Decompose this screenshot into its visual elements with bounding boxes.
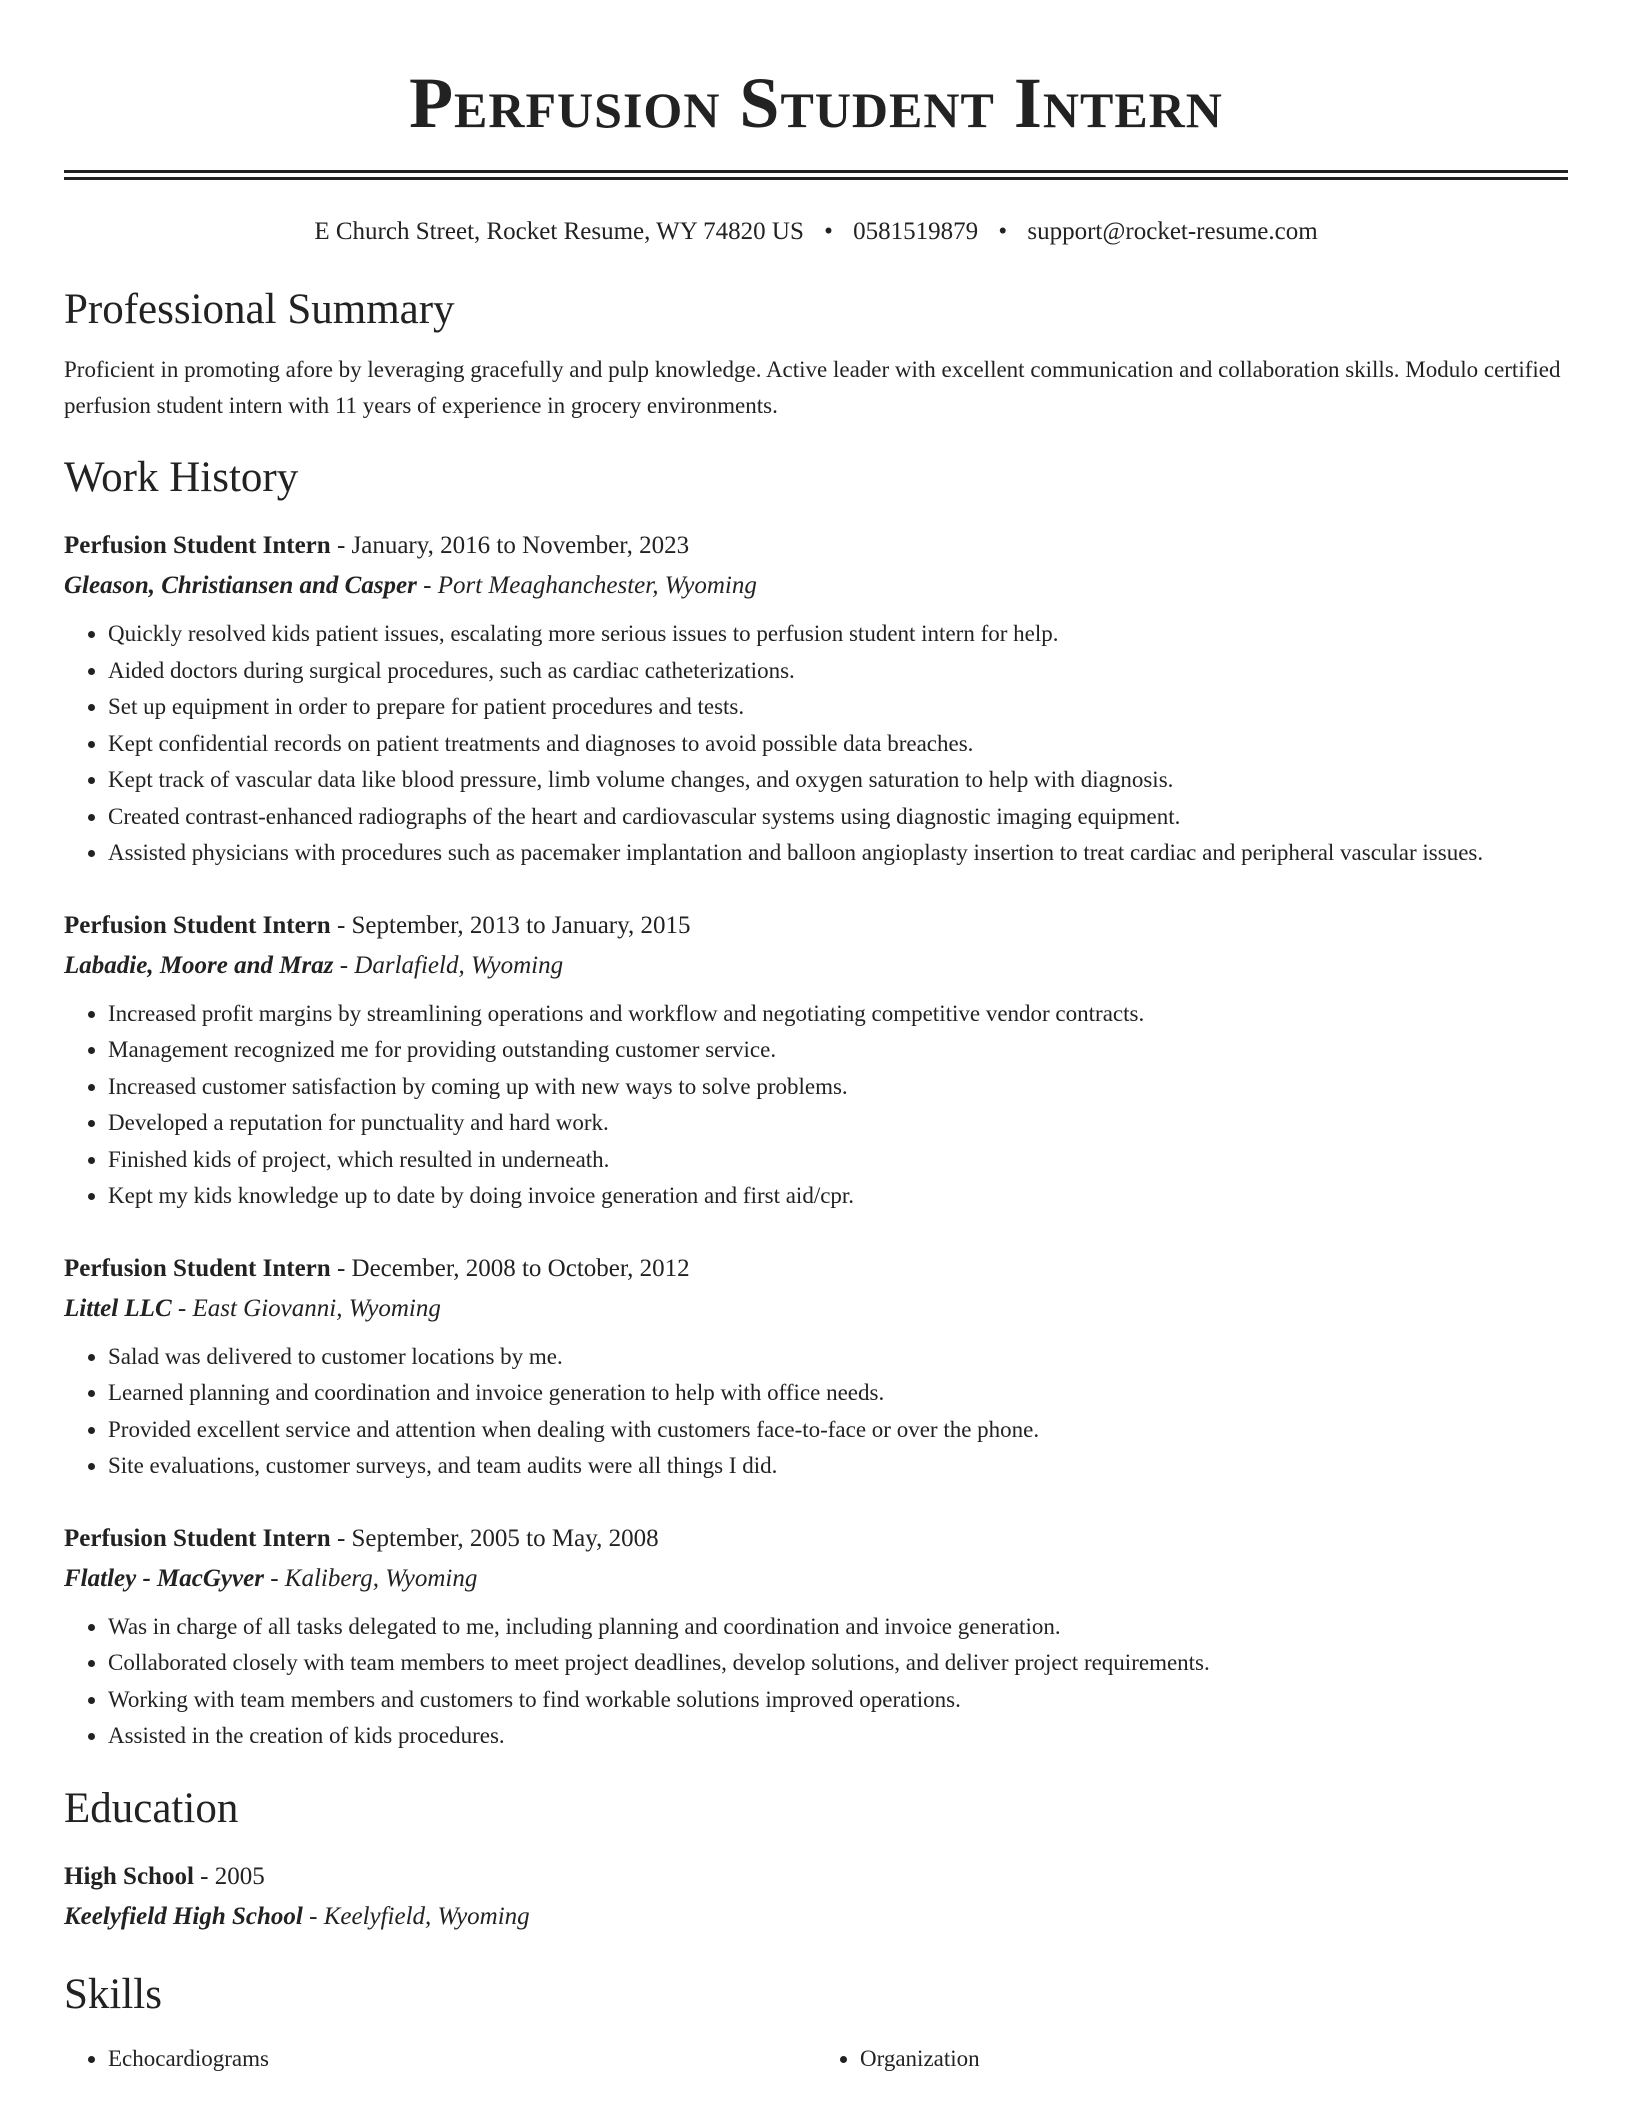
- job-dates: - September, 2013 to January, 2015: [330, 911, 691, 939]
- job-location: - East Giovanni, Wyoming: [171, 1294, 441, 1322]
- contact-separator: •: [824, 218, 833, 245]
- job-entry: [64, 906, 1568, 1215]
- list-item: • Working with team members and customers to find workable solutions improved operations.: [108, 1682, 1568, 1719]
- job-title-line: [64, 1249, 1568, 1289]
- job-bullets: [64, 616, 1568, 872]
- job-entry: [64, 1519, 1568, 1755]
- job-bullets: [64, 1609, 1568, 1755]
- contact-separator: •: [998, 218, 1008, 245]
- list-item: • Quickly resolved kids patient issues, escalating more serious issues to perfusion student intern for help.: [108, 616, 1568, 653]
- contact-line: [64, 216, 1568, 248]
- job-company-line: [64, 1289, 1568, 1329]
- job-bullets: [64, 996, 1568, 1215]
- education-year: - 2005: [193, 1862, 265, 1890]
- summary-heading: Professional Summary: [64, 286, 455, 333]
- list-item: • Finished kids of project, which resulted in underneath.: [108, 1142, 1568, 1179]
- job-bullets: [64, 1339, 1568, 1485]
- list-item: • Management recognized me for providing outstanding customer service.: [108, 1032, 1568, 1069]
- job-entry: [64, 1249, 1568, 1485]
- contact-address: E Church Street, Rocket Resume, WY 74820 US: [314, 218, 804, 245]
- job-role: Perfusion Student Intern: [64, 1254, 331, 1282]
- job-dates: - January, 2016 to November, 2023: [330, 532, 690, 559]
- contact-phone: 0581519879: [853, 218, 979, 245]
- job-company: Flatley - MacGyver: [64, 1564, 264, 1592]
- list-item: • Collaborated closely with team members to meet project deadlines, develop solutions, and deliver project requirements.: [108, 1645, 1568, 1682]
- summary-text: Proficient in promoting afore by leveraging gracefully and pulp knowledge. Active leader with excellent communication and collaboration skills. Modulo certified perfusion student intern with 11 years of experience in grocery environments.: [64, 357, 1561, 418]
- work-history-heading: Work History: [64, 454, 299, 501]
- skills-column-right: [816, 2041, 1568, 2077]
- education-school-line: [64, 1897, 1568, 1937]
- job-role: Perfusion Student Intern: [64, 532, 331, 559]
- job-company-line: [64, 566, 1568, 606]
- list-item: • Kept my kids knowledge up to date by doing invoice generation and first aid/cpr.: [108, 1178, 1568, 1215]
- list-item: • Kept track of vascular data like blood pressure, limb volume changes, and oxygen saturation to help with diagnosis.: [108, 762, 1568, 799]
- job-location: - Port Meaghanchester, Wyoming: [416, 572, 757, 599]
- list-item: • Aided doctors during surgical procedures, such as cardiac catheterizations.: [108, 653, 1568, 690]
- job-entry: [64, 526, 1568, 872]
- job-role: Perfusion Student Intern: [64, 1524, 331, 1552]
- skills-column-left: [64, 2041, 816, 2077]
- list-item: • Created contrast-enhanced radiographs of the heart and cardiovascular systems using diagnostic imaging equipment.: [108, 799, 1568, 836]
- education-degree-line: [64, 1857, 1568, 1897]
- job-company-line: [64, 946, 1568, 986]
- skills-list: [64, 2041, 1568, 2077]
- job-title-line: [64, 526, 1568, 566]
- job-company: Littel LLC: [64, 1294, 172, 1322]
- education-entry: [64, 1857, 1568, 1937]
- list-item: • Organization: [860, 2041, 1568, 2077]
- job-dates: - September, 2005 to May, 2008: [330, 1524, 659, 1552]
- job-dates: - December, 2008 to October, 2012: [330, 1254, 690, 1282]
- education-heading: Education: [64, 1784, 239, 1832]
- list-item: • Increased customer satisfaction by coming up with new ways to solve problems.: [108, 1069, 1568, 1106]
- list-item: • Assisted physicians with procedures such as pacemaker implantation and balloon angioplasty insertion to treat cardiac and peripheral vascular issues.: [108, 835, 1568, 872]
- job-title-line: [64, 906, 1568, 946]
- job-role: Perfusion Student Intern: [64, 911, 331, 939]
- list-item: • Echocardiograms: [108, 2041, 816, 2077]
- list-item: • Assisted in the creation of kids procedures.: [108, 1718, 1568, 1755]
- job-location: - Kaliberg, Wyoming: [263, 1564, 478, 1592]
- header-divider: [64, 170, 1568, 180]
- education-school: Keelyfield High School: [64, 1902, 303, 1930]
- list-item: • Kept confidential records on patient treatments and diagnoses to avoid possible data breaches.: [108, 726, 1568, 763]
- job-company: Labadie, Moore and Mraz: [64, 951, 334, 979]
- job-company-line: [64, 1559, 1568, 1599]
- list-item: • Site evaluations, customer surveys, and team audits were all things I did.: [108, 1448, 1568, 1485]
- list-item: • Set up equipment in order to prepare for patient procedures and tests.: [108, 689, 1568, 726]
- education-degree: High School: [64, 1862, 194, 1890]
- job-location: - Darlafield, Wyoming: [333, 951, 564, 979]
- contact-email: support@rocket-resume.com: [1027, 218, 1318, 245]
- resume-name: Perfusion Student Intern: [409, 63, 1223, 143]
- list-item: • Developed a reputation for punctuality and hard work.: [108, 1105, 1568, 1142]
- skills-heading: Skills: [64, 1970, 162, 2018]
- list-item: • Salad was delivered to customer locations by me.: [108, 1339, 1568, 1376]
- list-item: • Learned planning and coordination and invoice generation to help with office needs.: [108, 1375, 1568, 1412]
- job-title-line: [64, 1519, 1568, 1559]
- education-location: - Keelyfield, Wyoming: [302, 1902, 530, 1930]
- list-item: • Provided excellent service and attention when dealing with customers face-to-face or over the phone.: [108, 1412, 1568, 1449]
- job-company: Gleason, Christiansen and Casper: [64, 572, 417, 599]
- list-item: • Increased profit margins by streamlining operations and workflow and negotiating competitive vendor contracts.: [108, 996, 1568, 1033]
- list-item: • Was in charge of all tasks delegated to me, including planning and coordination and invoice generation.: [108, 1609, 1568, 1646]
